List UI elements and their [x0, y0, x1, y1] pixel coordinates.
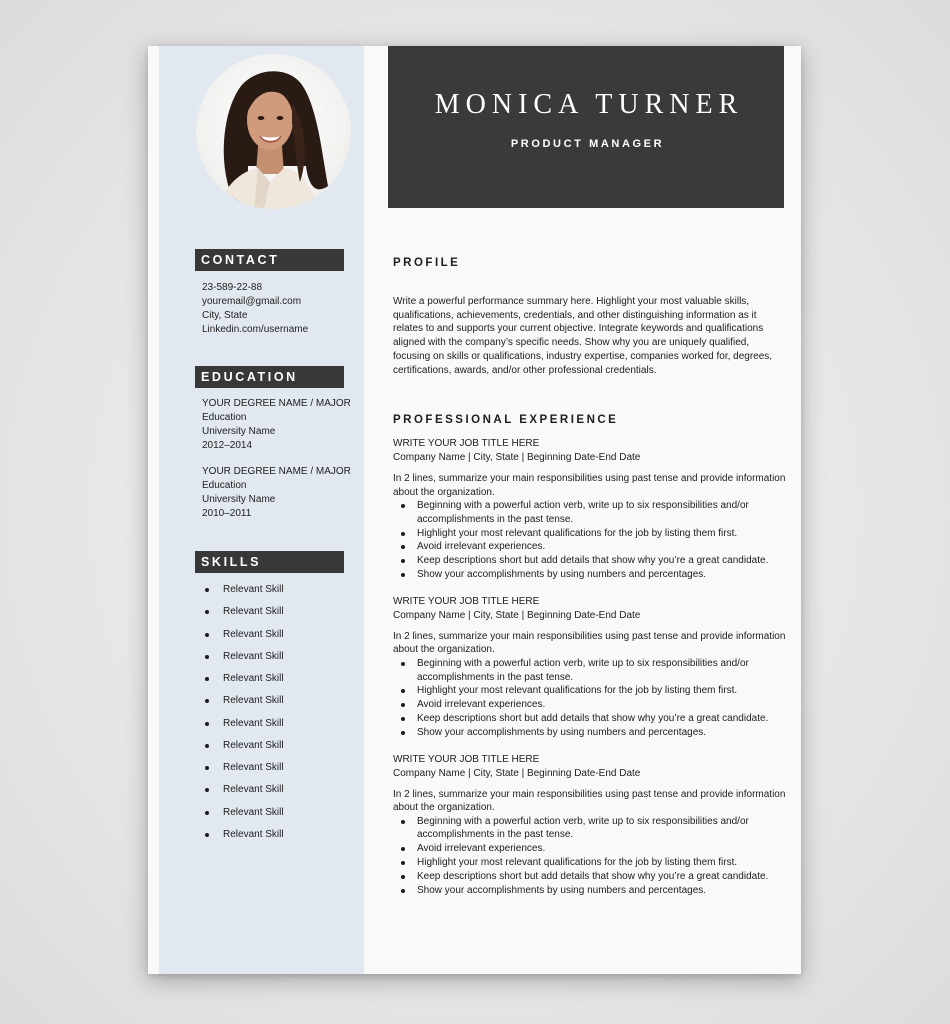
contact-location: City, State: [202, 310, 248, 321]
skill-item: Relevant Skill: [203, 650, 284, 672]
education-entry: [202, 397, 351, 453]
job-entry: [393, 437, 788, 582]
name-header: [388, 46, 784, 208]
skill-item: Relevant Skill: [203, 828, 284, 850]
job-summary: In 2 lines, summarize your main responsibilities using past tense and provide information about the organization.: [393, 630, 786, 656]
person-name: MONICA TURNER: [434, 89, 744, 120]
job-bullet: Beginning with a powerful action verb, write up to six responsibilities and/or accomplishments in the past tense.: [417, 657, 788, 685]
job-bullet: Highlight your most relevant qualifications for the job by listing them first.: [417, 684, 788, 698]
experience-list: [393, 437, 788, 910]
job-bullets: [393, 499, 788, 582]
skills-heading: SKILLS: [195, 551, 344, 573]
contact-details: [202, 281, 308, 337]
job-summary: In 2 lines, summarize your main responsibilities using past tense and provide information about the organization.: [393, 788, 786, 814]
resume-page: [148, 46, 801, 974]
job-bullet: Avoid irrelevant experiences.: [417, 698, 788, 712]
skill-item: Relevant Skill: [203, 672, 284, 694]
skill-item: Relevant Skill: [203, 717, 284, 739]
education-field: Education: [202, 412, 247, 423]
job-bullets: [393, 815, 788, 898]
job-entry: [393, 753, 788, 898]
contact-phone: 23-589-22-88: [202, 282, 263, 293]
job-entry: [393, 595, 788, 740]
job-bullet: Keep descriptions short but add details that show why you’re a great candidate.: [417, 712, 788, 726]
job-company-details: Company Name | City, State | Beginning Date-End Date: [393, 452, 641, 463]
education-school: University Name: [202, 426, 276, 437]
job-bullet: Beginning with a powerful action verb, write up to six responsibilities and/or accomplishments in the past tense.: [417, 499, 788, 527]
skill-item: Relevant Skill: [203, 605, 284, 627]
education-years: 2012–2014: [202, 440, 253, 451]
job-bullet: Avoid irrelevant experiences.: [417, 842, 788, 856]
profile-text: Write a powerful performance summary here. Highlight your most valuable skills, qualifications, achievements, credentials, and other distinguishing information as it relates to and supports your current objective. Integrate keywords and qualifications aligned with the company’s specific needs. Show why you are uniquely qualified, focusing on skills or qualifications, industry expertise, companies worked for, degrees, certifications, awards, and/or other professional credentials.: [393, 296, 773, 376]
skill-item: Relevant Skill: [203, 628, 284, 650]
sidebar: [159, 46, 364, 974]
education-years: 2010–2011: [202, 508, 252, 519]
contact-linkedin: Linkedin.com/username: [202, 324, 309, 335]
contact-heading: CONTACT: [195, 249, 344, 271]
job-summary: In 2 lines, summarize your main responsibilities using past tense and provide information about the organization.: [393, 473, 786, 498]
education-field: Education: [202, 480, 247, 491]
job-bullet: Show your accomplishments by using numbers and percentages.: [417, 568, 788, 582]
education-list: [202, 397, 351, 533]
education-heading: EDUCATION: [195, 366, 344, 388]
education-entry: [202, 465, 351, 521]
profile-photo: [196, 54, 351, 209]
skill-item: Relevant Skill: [203, 761, 284, 783]
job-bullet: Show your accomplishments by using numbers and percentages.: [417, 884, 788, 898]
skills-list: [203, 583, 284, 850]
education-degree: YOUR DEGREE NAME / MAJOR: [202, 466, 351, 477]
job-bullet: Show your accomplishments by using numbers and percentages.: [417, 726, 788, 740]
job-bullet: Avoid irrelevant experiences.: [417, 540, 788, 554]
job-bullet: Keep descriptions short but add details that show why you’re a great candidate.: [417, 554, 788, 568]
education-school: University Name: [202, 494, 276, 505]
job-bullet: Highlight your most relevant qualifications for the job by listing them first.: [417, 856, 788, 870]
education-degree: YOUR DEGREE NAME / MAJOR: [202, 398, 351, 409]
job-role: PRODUCT MANAGER: [510, 138, 665, 150]
skill-item: Relevant Skill: [203, 583, 284, 605]
job-company-details: Company Name | City, State | Beginning Date-End Date: [393, 767, 641, 779]
job-bullet: Highlight your most relevant qualifications for the job by listing them first.: [417, 527, 788, 541]
job-title: WRITE YOUR JOB TITLE HERE: [393, 753, 540, 765]
skill-item: Relevant Skill: [203, 694, 284, 716]
experience-heading: PROFESSIONAL EXPERIENCE: [393, 414, 619, 426]
profile-heading: PROFILE: [393, 257, 461, 269]
skill-item: Relevant Skill: [203, 783, 284, 805]
job-bullets: [393, 657, 788, 740]
job-title: WRITE YOUR JOB TITLE HERE: [393, 595, 540, 607]
job-title: WRITE YOUR JOB TITLE HERE: [393, 438, 540, 449]
skill-item: Relevant Skill: [203, 739, 284, 761]
job-company-details: Company Name | City, State | Beginning Date-End Date: [393, 609, 641, 621]
job-bullet: Keep descriptions short but add details that show why you’re a great candidate.: [417, 870, 788, 884]
portrait-illustration: [196, 54, 351, 209]
contact-email: youremail@gmail.com: [202, 296, 302, 307]
job-bullet: Beginning with a powerful action verb, write up to six responsibilities and/or accomplishments in the past tense.: [417, 815, 788, 843]
skill-item: Relevant Skill: [203, 806, 284, 828]
